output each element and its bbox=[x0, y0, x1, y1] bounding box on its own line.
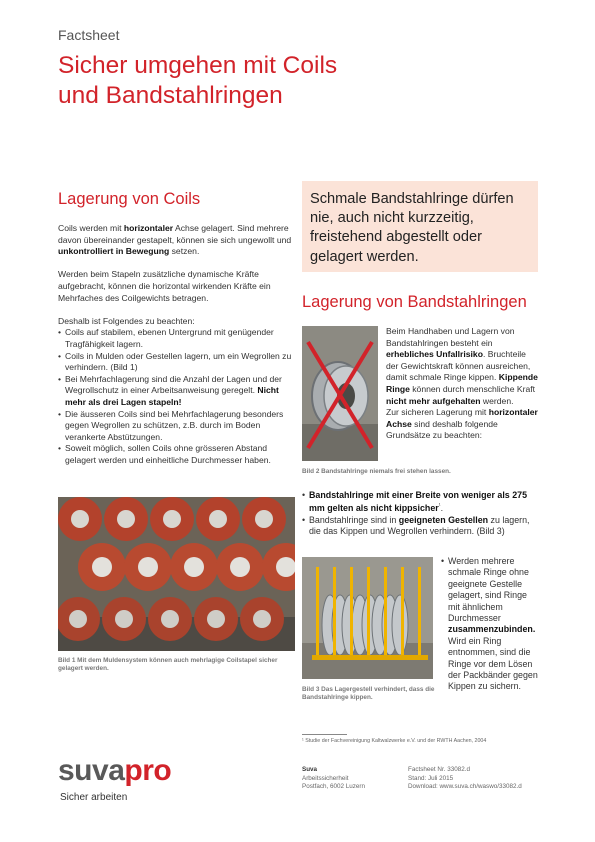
text-run: erhebliches Unfallrisiko bbox=[386, 349, 483, 360]
list-item bbox=[58, 351, 295, 374]
footnote: ¹ Studie der Fachvereinigung Kaltwalzwerke e.V. und der RWTH Aachen, 2004 bbox=[302, 738, 487, 744]
factsheet-meta bbox=[408, 766, 522, 792]
text-run: Bandstahlringe mit einer Breite von weniger als 275 mm gelten als nicht kippsicher bbox=[309, 490, 528, 514]
list-item bbox=[58, 443, 295, 466]
text-run: horizontaler Achse bbox=[386, 407, 538, 429]
publisher-postbox: Postfach, 6002 Luzern bbox=[302, 783, 366, 791]
text-run: setzen. bbox=[169, 246, 200, 257]
logo-suva: suva bbox=[58, 754, 125, 787]
heading-steel-rings: Lagerung von Bandstahlringen bbox=[302, 293, 527, 311]
text-run: Soweit möglich, sollen Coils ohne grösseren Abstand gelagert werden und einheitliche Durchmesser haben. bbox=[65, 443, 271, 465]
text-run: Bei Mehrfachlagerung sind die Anzahl der Lagen und der Wegrollschutz in einer Arbeitsanweisung geregelt. bbox=[65, 373, 282, 396]
factsheet-number: Factsheet Nr. 33082.d bbox=[408, 766, 470, 773]
download-link[interactable]: Download: www.suva.ch/waswo/33082.d bbox=[408, 783, 522, 791]
rack-post bbox=[333, 567, 336, 659]
crossed-out-ring-illustration bbox=[302, 326, 378, 461]
rings-intro-text bbox=[386, 326, 539, 442]
text-run: Wird ein Ring entnommen, sind die Ringe vor dem Lösen der Packbänder gegen Kippen zu sichern. bbox=[448, 635, 538, 692]
callout-text: Schmale Bandstahlringe dürfen nie, auch nicht kurzzeitig, freistehend abgestellt oder gelagert werden. bbox=[310, 191, 514, 265]
page-title bbox=[58, 51, 337, 111]
text-run: Kippende Ringe bbox=[386, 372, 538, 394]
list-item bbox=[302, 515, 539, 538]
logo-tagline: Sicher arbeiten bbox=[60, 792, 128, 803]
text-run: . Bruchteile der Gewichtskraft können ausreichen, damit schmale Ringe kippen. bbox=[386, 349, 531, 383]
text-run: Bandstahlringe sind in bbox=[309, 514, 399, 525]
coils-in-troughs-illustration bbox=[58, 497, 295, 651]
text-run: Coils werden mit bbox=[58, 223, 124, 233]
rack-base bbox=[312, 655, 428, 660]
list-item bbox=[58, 409, 295, 444]
rack-post bbox=[316, 567, 319, 659]
text-run: Nicht mehr als drei Lagen stapeln! bbox=[65, 385, 279, 407]
ring-rack-illustration bbox=[302, 557, 433, 679]
text-run: Beim Handhaben und Lagern von Bandstahlringen besteht ein bbox=[386, 326, 515, 348]
left-column-text bbox=[58, 223, 295, 466]
list-item bbox=[58, 374, 295, 409]
rack-post bbox=[367, 567, 370, 659]
title-line-2: und Bandstahlringen bbox=[58, 82, 283, 109]
text-run: ¹ bbox=[438, 503, 441, 510]
steel-ring-shape bbox=[392, 595, 408, 655]
coils-bullet-list bbox=[58, 327, 295, 466]
list-item bbox=[302, 490, 539, 515]
rings-bullets-text bbox=[302, 490, 539, 538]
rack-post bbox=[384, 567, 387, 659]
footnote-divider bbox=[302, 734, 347, 735]
text-run: sind deshalb folgende Grundsätze zu beachten: bbox=[386, 418, 498, 441]
rings-risk-paragraph bbox=[386, 326, 539, 407]
text-run: unkontrolliert in Bewegung bbox=[58, 246, 170, 257]
coil-storage-photo bbox=[58, 497, 295, 651]
suvapro-logo bbox=[58, 753, 171, 789]
coils-intro-paragraph bbox=[58, 223, 295, 258]
title-line-1: Sicher umgehen mit Coils bbox=[58, 52, 338, 79]
figure-2-caption: Bild 2 Bandstahlringe niemals frei stehen lassen. bbox=[302, 468, 451, 475]
text-run: Coils in Mulden oder Gestellen lagern, um ein Wegrollen zu verhindern. (Bild 1) bbox=[65, 350, 292, 373]
text-run: Zur sicheren Lagerung mit bbox=[386, 407, 489, 418]
warning-callout bbox=[302, 181, 538, 272]
publisher-department: Arbeitssicherheit bbox=[302, 774, 349, 782]
figure-1-caption: Bild 1 Mit dem Muldensystem können auch mehrlagige Coilstapel sicher gelagert werden. bbox=[58, 657, 278, 673]
rings-principles-paragraph bbox=[386, 407, 539, 442]
publisher-address bbox=[302, 766, 365, 792]
text-run: Werden mehrere schmale Ringe ohne geeignete Gestelle gelagert, sind Ringe mit ähnlichem Durchmesser bbox=[448, 556, 529, 624]
figure-3-caption: Bild 3 Das Lagergestell verhindert, dass die Bandstahlringe kippen. bbox=[302, 686, 435, 702]
text-run: werden. bbox=[480, 395, 514, 406]
text-run: zu lagern, die das Kippen und Wegrollen verhindern. (Bild 3) bbox=[309, 514, 530, 537]
bundling-bullet bbox=[441, 556, 541, 693]
coils-note-paragraph bbox=[58, 316, 295, 328]
rack-post bbox=[401, 567, 404, 659]
text-run: nicht mehr aufgehalten bbox=[386, 395, 481, 406]
text-run: Die äusseren Coils sind bei Mehrfachlagerung besonders gegen Wegrollen zu schützen, z.B. durch im Boden verankerte Abstützungen. bbox=[65, 408, 284, 442]
text-run: zusammenzubinden. bbox=[448, 624, 536, 635]
storage-rack-photo bbox=[302, 557, 433, 679]
rack-post bbox=[418, 567, 421, 659]
text-run: Coils auf stabilem, ebenen Untergrund mit genügender Tragfähigkeit lagern. bbox=[65, 327, 274, 349]
logo-pro: pro bbox=[124, 754, 172, 787]
text-run: können durch menschliche Kraft bbox=[409, 383, 536, 394]
freestanding-ring-photo bbox=[302, 326, 378, 461]
text-run: Achse gelagert. Sind mehrere davon übereinander gestapelt, können sie sich ungewollt und bbox=[58, 223, 292, 245]
doc-type-label: Factsheet bbox=[58, 27, 120, 43]
factsheet-date: Stand: Juli 2015 bbox=[408, 774, 454, 782]
list-item bbox=[58, 327, 295, 350]
rings-bullet-list bbox=[302, 490, 539, 538]
publisher-name: Suva bbox=[302, 766, 318, 773]
coils-forces-paragraph bbox=[58, 269, 295, 304]
text-run: geeigneten Gestellen bbox=[398, 514, 489, 525]
text-run: Werden beim Stapeln zusätzliche dynamische Kräfte aufgebracht, können die horizontal wirkenden Kräfte ein Mehrfaches des Coilgewichts betragen. bbox=[58, 269, 271, 303]
text-run: . bbox=[440, 503, 444, 514]
rings-bundling-text bbox=[441, 556, 541, 693]
text-run: Deshalb ist Folgendes zu beachten: bbox=[58, 315, 195, 326]
heading-coils: Lagerung von Coils bbox=[58, 190, 201, 208]
text-run: horizontaler bbox=[123, 223, 174, 233]
rack-post bbox=[350, 567, 353, 659]
